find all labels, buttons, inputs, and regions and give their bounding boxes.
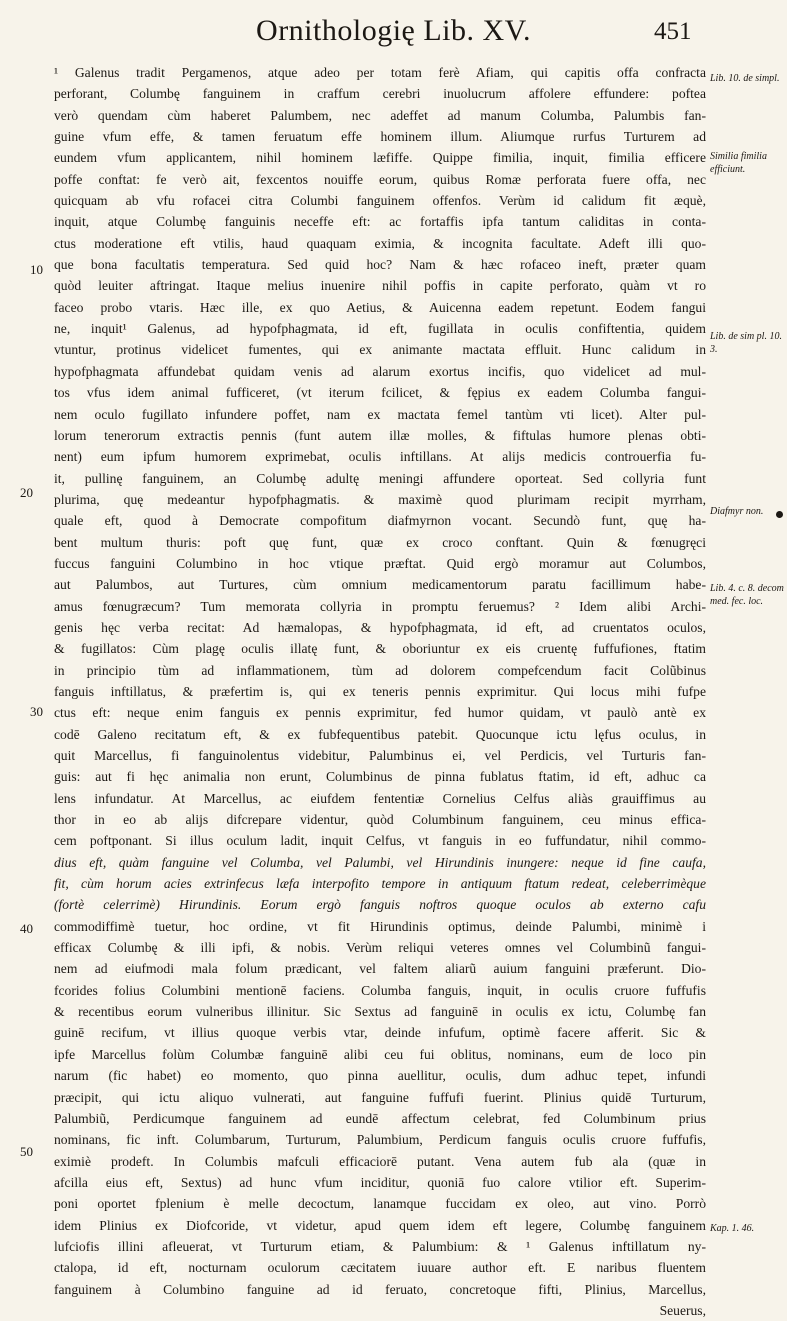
text-line: poni oportet fplenium è melle decoctum, lanamque fuccidam ex oleo, aut vino. Porrò (54, 1196, 706, 1212)
text-line: dius eft, quàm fanguine vel Columba, vel Palumbi, vel Hirundinis inungere: neque id fine caufa, (54, 854, 706, 870)
text-line: codē Galeno recitatum eft, & ex fubfequentibus patebit. Quocunque ictu lęfus oculus, in (54, 726, 706, 742)
text-line: præcipit, qui ictu aliquo vulnerati, aut fanguine fuffufi fuerint. Plinius quidē Turturum, (54, 1089, 706, 1105)
text-line: lufciofis illini afleuerat, vt Turturum etiam, & Palumbium: & ¹ Galenus inftillatum ny- (54, 1238, 706, 1254)
text-line: guis: aut fi hęc animalia non erunt, Columbinus de pinna fublatus ftatim, id eft, adhuc ca (54, 769, 706, 785)
text-line: in principio tùm ad inflammationem, tùm ad dolorem compefcendum facit Colũbinus (54, 662, 706, 678)
page-number: 451 (654, 18, 692, 45)
line-number-50: 50 (20, 1144, 33, 1159)
bullet-mark (776, 511, 783, 518)
text-line: quale eft, quod à Democrate compofitum diafmyrnon vocant. Secundò funt, quę ha- (54, 513, 706, 529)
text-line: narum (fic habet) eo momento, quo pinna auellitur, oculis, dum adhuc tepet, infundi (54, 1068, 706, 1084)
text-line: plurima, quę medeantur hypofphagmatis. & maximè quod plurimam recipit myrrham, (54, 491, 706, 507)
text-line: idem Plinius ex Diofcoride, vt videtur, apud quem idem eft legere, Columbę fanguinem (54, 1217, 706, 1233)
text-line: lorum tenerorum extractis pennis (funt autem illæ molles, & fiftulas humore plenas obti- (54, 427, 706, 443)
text-line: quit Marcellus, fi fanguinolentus videbitur, Palumbinus ei, vel Perdicis, vel Turturis fan- (54, 748, 706, 763)
text-line: verò quendam cùm haberet Palumbem, nec adeffet ad manum Columba, Palumbis fan- (54, 107, 706, 123)
text-line: lens infundatur. At Marcellus, ac eiufdem fententiæ Cornelius Celfus aliàs grauiffimus au (54, 790, 706, 806)
text-line: thor in eo ab alijs difcrepare videntur, quòd Columbinum fanguinem, ceu minus effica- (54, 812, 706, 828)
text-line: guine vfum effe, & tamen feruatum effe hominem illum. Aliumque rurfus Turturem ad (54, 129, 706, 145)
text-line: efficax Columbę & illi ipfi, & nobis. Verùm reliqui veteres omnes vel Columbinũ fangui- (54, 940, 706, 956)
text-line: fanguis inftillatus, & præfertim is, qui ex teneris pennis exprimitur. Qui locus mihi fufpe (54, 683, 706, 699)
text-line: hypofphagmata affundebat quidam venis ad alarum exortus incifis, quo videlicet ad mul- (54, 363, 706, 379)
line-number-30: 30 (30, 704, 43, 719)
margin-note-5: Lib. 4. c. 8. decom med. fec. loc. (710, 583, 784, 607)
text-line: eximiè prodeft. In Columbis mafculi efficaciorē putant. Vena autem fub ala (quæ in (54, 1153, 706, 1169)
margin-note-3: Lib. de sim pl. 10. 3. (710, 331, 782, 355)
text-line: ipfe Marcellus folùm Columbæ fanguinē alibi ceu fui oblitus, nominans, eum de loco pin (54, 1046, 706, 1062)
text-line: (fortè celerrimè) Hirundinis. Eorum ergò fanguis noftros quoque oculos ab externo cafu (54, 897, 706, 913)
text-line: Seuerus, (659, 1302, 706, 1318)
text-line: nominans, fic inft. Columbarum, Turturum, Palumbium, Perdicum fanguis oculis cruore fuffufis, (54, 1132, 706, 1148)
text-line: nent) eum ipfum humorem exprimebat, oculis inftillans. At alijs medicis controuerfia fu- (54, 449, 706, 465)
text-line: perforant, Columbę fanguinem in craffum cerebri inuolucrum affolere effundere: poftea (54, 86, 706, 102)
text-line: ctus moderatione eft vtilis, haud quaquam eximia, & incognita facultate. Adeft illi quo- (54, 235, 706, 251)
text-line: fuccus fanguini Columbino in hoc vtique præftat. Quid ergò moramur aut Columbos, (54, 555, 706, 571)
page-header (0, 14, 787, 60)
text-line: fit, cùm horum acies extrinfecus læfa interpofito tempore in antiquum ftatum redeat, celeberrimèque (54, 876, 706, 892)
text-line: cem poftponant. Si illus oculum ladit, inquit Celfus, vt fanguis in eo fuffundatur, nihil commo- (54, 833, 706, 849)
text-line: faceo probo vtaris. Hæc ille, ex quo Aetius, & Auicenna eadem repetunt. Eodem fangui (54, 299, 706, 315)
text-line: guinē recifum, vt illius quoque verbis vtar, deinde infufum, optimè facere afferit. Sic & (54, 1025, 706, 1041)
text-line: poffe conftat: fe verò ait, fexcentos nouiffe eorum, quibus Romæ perforata fuere offa, nec (54, 171, 706, 187)
text-line: it, pullinę fanguinem, an Columbę adultę meningi affundere oporteat. Sed collyria funt (54, 470, 706, 486)
text-line: ctalopa, id eft, nocturnam oculorum cæcitatem iuuare author eft. E naribus fluentem (54, 1260, 706, 1276)
text-line: bent multum thuris: poft quę funt, quæ ex croco conftant. Quin & fœnugręci (54, 534, 706, 550)
text-line: quòd leuiter aftringat. Itaque melius inuenire nihil poffis in capite perforato, quàm vt ro (54, 278, 706, 294)
text-line: amus fœnugræcum? Tum memorata collyria in promptu feruemus? ² Idem alibi Archi- (54, 598, 706, 614)
text-line: nem ad eiufmodi mala folum prædicant, vel faltem aliarũ auium fanguini præferunt. Dio- (54, 961, 706, 977)
text-line: ¹ Galenus tradit Pergamenos, atque adeo per totam ferè Afiam, qui capitis offa confracta (54, 65, 706, 80)
text-line: fcorides folius Columbini mentionē faciens. Columba fanguis, inquit, in oculis cruore fuffufis (54, 982, 706, 998)
text-line: nem oculo fugillato infundere poffet, nam ex mactata femel tantùm vti licet). Alter pul- (54, 406, 706, 422)
text-line: afcilla eius eft, Sextus) ad hunc vfum inciditur, quoniā fuo calore vtilior eft. Superim- (54, 1174, 706, 1190)
text-line: quicquam ab vfu rofacei citra Columbi fanguinem offenfos. Verùm id calidum fit æquè, (54, 193, 706, 209)
text-line: eundem vfum applicantem, nihil hominem læfiffe. Quippe fimilia, inquit, fimilia efficere (54, 150, 706, 166)
margin-note-1: Lib. 10. de simpl. (710, 73, 780, 84)
body-text (54, 62, 706, 1321)
line-number-40: 40 (20, 921, 33, 936)
line-number-10: 10 (30, 262, 43, 277)
text-line: commodiffimè tuetur, hoc ordine, vt fit Hirundinis optimus, deinde Palumbi, minimè i (54, 918, 706, 934)
running-title: Ornithologię Lib. XV. (256, 14, 531, 47)
text-line: genis hęc verba recitat: Ad hæmalopas, & hypofphagmata, id eft, ad cruentatos oculos, (54, 619, 706, 635)
text-line: que bona facultatis temperatura. Sed quid hoc? Nam & hæc rofaceo ineft, præter quam (54, 257, 706, 273)
text-line: vtuntur, protinus videlicet fumentes, qui ex animante mactata effluit. Hunc calidum in (54, 342, 706, 358)
text-line: tos vfus idem animal fufficeret, (vt iterum fcilicet, & fępius ex eadem Columba fangui- (54, 385, 706, 401)
text-line: & fugillatos: Cùm plagę oculis illatę funt, & oboriuntur ex eis cruentę fuffufiones, ftatim (54, 641, 706, 657)
text-line: ctus eft: neque enim fanguis ex pennis exprimitur, fed humor quidam, vt paulò antè ex (54, 705, 706, 721)
text-line: inquit, atque Columbę fanguinis neceffe eft: ac fortaffis ipfa tantum caliditas in conta- (54, 214, 706, 230)
text-line: ne, inquit¹ Galenus, ad hypofphagmata, id eft, fugillata in oculis confiftentia, quidem (54, 321, 706, 337)
text-line: Palumbiũ, Perdicumque fanguinem ad eundē affectum celebrat, fed Columbinum prius (54, 1110, 706, 1126)
line-number-20: 20 (20, 485, 33, 500)
text-line: aut Palumbos, aut Turtures, cùm omnium medicamentorum paratu facillimum habe- (54, 577, 706, 593)
margin-note-6: Kap. 1. 46. (710, 1223, 755, 1234)
margin-note-2: Similia fimilia efficiunt. (710, 151, 767, 175)
margin-note-4: Diafmyr non. (710, 506, 764, 517)
text-line: & recentibus eorum vulneribus illinitur. Sic Sextus ad fanguinē in oculis ex ictu, Columbę fan (54, 1004, 706, 1020)
text-line: fanguinem à Columbino fanguine ad id feruato, concretoque fifti, Plinius, Marcellus, (54, 1281, 706, 1297)
